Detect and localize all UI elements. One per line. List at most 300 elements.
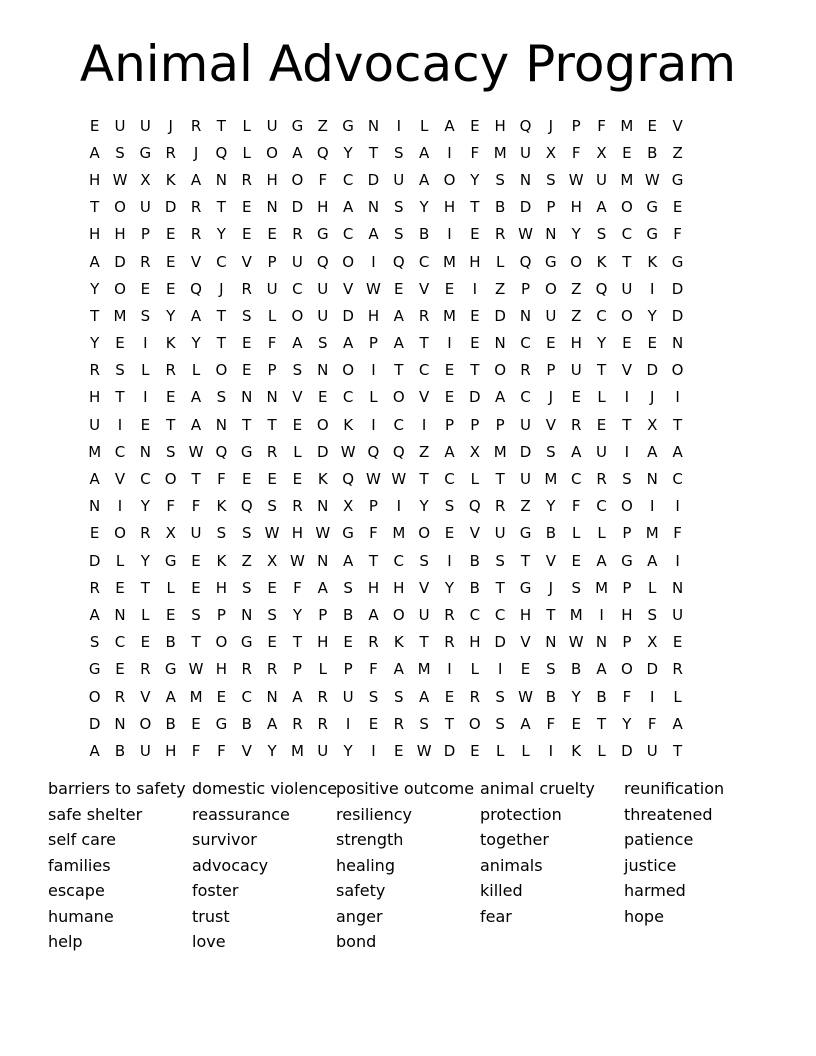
grid-cell: N: [241, 605, 253, 624]
grid-cell: B: [596, 687, 607, 706]
grid-cell: V: [114, 470, 126, 489]
grid-row: [82, 520, 742, 547]
grid-cell: R: [114, 687, 126, 706]
grid-cell: R: [317, 714, 328, 733]
grid-cell: Y: [343, 143, 353, 162]
grid-cell: L: [597, 524, 606, 543]
grid-cell: V: [241, 741, 252, 760]
grid-cell: T: [470, 198, 480, 217]
word-item: positive outcome: [336, 779, 475, 798]
grid-cell: E: [470, 116, 480, 135]
grid-cell: S: [394, 687, 404, 706]
grid-cell: Y: [140, 551, 150, 570]
grid-cell: Q: [392, 252, 405, 271]
grid-cell: R: [444, 605, 455, 624]
word-item: resiliency: [336, 804, 412, 824]
grid-cell: T: [90, 198, 100, 217]
grid-cell: R: [266, 660, 278, 679]
grid-cell: M: [493, 143, 507, 162]
grid-cell: G: [342, 116, 354, 135]
grid-cell: J: [548, 388, 554, 407]
grid-cell: T: [216, 306, 226, 325]
grid-cell: Q: [215, 143, 228, 162]
grid-cell: X: [469, 442, 480, 461]
grid-cell: R: [140, 252, 151, 271]
grid-cell: F: [571, 143, 581, 162]
grid-cell: I: [675, 551, 680, 570]
grid-cell: N: [241, 388, 253, 407]
grid-cell: O: [392, 605, 405, 624]
grid-cell: B: [469, 551, 480, 570]
grid-cell: E: [89, 116, 100, 135]
grid-cell: E: [241, 225, 252, 244]
grid-cell: Q: [519, 116, 532, 135]
grid-cell: U: [266, 279, 278, 298]
grid-cell: C: [596, 306, 607, 325]
grid-cell: A: [89, 741, 100, 760]
grid-cell: E: [267, 578, 277, 597]
grid-cell: R: [266, 442, 278, 461]
grid-cell: S: [394, 225, 404, 244]
grid-cell: Q: [367, 442, 380, 461]
grid-cell: P: [267, 252, 277, 271]
grid-cell: O: [291, 306, 304, 325]
grid-cell: A: [368, 225, 379, 244]
grid-cell: L: [419, 116, 429, 135]
grid-cell: S: [495, 714, 505, 733]
grid-cell: U: [190, 524, 202, 543]
grid-cell: E: [622, 334, 632, 353]
grid-cell: A: [342, 198, 354, 217]
grid-cell: I: [650, 687, 655, 706]
grid-cell: S: [318, 334, 328, 353]
grid-cell: A: [292, 687, 303, 706]
grid-cell: S: [571, 578, 581, 597]
grid-row: [82, 601, 742, 628]
grid-cell: J: [219, 279, 224, 298]
grid-cell: S: [267, 605, 277, 624]
grid-cell: A: [190, 415, 202, 434]
grid-cell: O: [114, 524, 126, 543]
grid-cell: B: [114, 741, 126, 760]
grid-cell: E: [470, 741, 480, 760]
grid-cell: M: [620, 116, 634, 135]
grid-cell: P: [267, 361, 277, 380]
word-column: [480, 776, 624, 955]
grid-cell: D: [342, 306, 354, 325]
grid-cell: G: [519, 524, 532, 543]
grid-cell: E: [292, 470, 303, 489]
grid-cell: N: [545, 633, 557, 652]
grid-cell: D: [671, 279, 684, 298]
grid-cell: P: [622, 578, 632, 597]
grid-cell: V: [190, 252, 202, 271]
grid-cell: N: [367, 198, 380, 217]
grid-cell: B: [469, 578, 480, 597]
grid-cell: D: [646, 660, 659, 679]
grid-cell: N: [671, 334, 684, 353]
grid-cell: T: [444, 714, 455, 733]
word-column: [48, 776, 192, 955]
grid-cell: W: [112, 170, 128, 189]
grid-cell: L: [242, 116, 251, 135]
grid-cell: E: [191, 714, 201, 733]
grid-cell: I: [650, 279, 655, 298]
word-item: harmed: [624, 881, 686, 900]
grid-cell: U: [621, 279, 633, 298]
grid-row: [82, 248, 742, 275]
grid-cell: Z: [317, 116, 328, 135]
grid-cell: L: [166, 578, 175, 597]
grid-cell: E: [596, 415, 607, 434]
grid-cell: W: [518, 225, 533, 244]
grid-cell: M: [620, 170, 634, 189]
grid-cell: S: [216, 524, 227, 543]
grid-cell: D: [291, 198, 304, 217]
grid-cell: F: [546, 714, 556, 733]
grid-cell: D: [114, 252, 126, 271]
grid-cell: G: [88, 660, 101, 679]
grid-cell: N: [671, 578, 684, 597]
grid-cell: U: [114, 116, 126, 135]
grid-cell: V: [342, 279, 354, 298]
grid-cell: V: [672, 116, 683, 135]
grid-cell: G: [519, 578, 532, 597]
grid-cell: A: [444, 116, 455, 135]
grid-cell: T: [292, 633, 302, 652]
grid-cell: D: [316, 442, 329, 461]
grid-cell: Y: [216, 225, 226, 244]
grid-cell: H: [215, 578, 228, 597]
grid-cell: I: [675, 497, 680, 516]
grid-cell: D: [671, 306, 684, 325]
grid-cell: T: [140, 578, 150, 597]
grid-cell: D: [494, 633, 506, 652]
grid-cell: Y: [419, 497, 429, 516]
grid-cell: P: [470, 415, 480, 434]
word-item: justice: [624, 855, 677, 875]
grid-cell: R: [570, 415, 582, 434]
grid-cell: Y: [444, 578, 455, 597]
grid-cell: C: [114, 633, 126, 652]
grid-cell: M: [88, 442, 102, 461]
grid-cell: M: [392, 524, 406, 543]
grid-cell: E: [520, 660, 531, 679]
grid-cell: H: [621, 605, 633, 624]
grid-cell: R: [393, 714, 405, 733]
grid-cell: H: [291, 524, 304, 543]
grid-cell: I: [143, 388, 148, 407]
grid-cell: D: [88, 551, 101, 570]
grid-cell: U: [342, 687, 354, 706]
grid-cell: L: [318, 660, 327, 679]
grid-cell: C: [672, 470, 683, 489]
grid-cell: O: [392, 388, 405, 407]
grid-cell: T: [368, 551, 379, 570]
grid-cell: C: [114, 442, 126, 461]
grid-cell: T: [419, 470, 429, 489]
grid-cell: B: [165, 714, 176, 733]
grid-cell: N: [317, 361, 329, 380]
grid-row: [82, 221, 742, 248]
grid-cell: Y: [419, 198, 429, 217]
word-item: together: [480, 830, 549, 849]
grid-cell: W: [644, 170, 660, 189]
word-item: protection: [480, 804, 562, 824]
grid-cell: R: [140, 524, 151, 543]
grid-cell: E: [571, 714, 581, 733]
grid-cell: T: [672, 415, 683, 434]
grid-cell: M: [443, 252, 456, 271]
grid-cell: T: [191, 470, 201, 489]
grid-cell: W: [568, 170, 584, 189]
grid-cell: D: [494, 306, 506, 325]
grid-cell: L: [369, 388, 378, 407]
grid-cell: G: [646, 225, 659, 244]
grid-cell: O: [215, 633, 228, 652]
grid-cell: U: [520, 143, 531, 162]
grid-cell: E: [394, 279, 404, 298]
grid-cell: D: [621, 741, 633, 760]
grid-cell: P: [292, 660, 302, 679]
grid-cell: B: [545, 687, 556, 706]
grid-cell: K: [165, 170, 176, 189]
grid-cell: E: [115, 334, 125, 353]
grid-cell: I: [396, 497, 402, 516]
grid-cell: L: [495, 741, 505, 760]
grid-cell: B: [647, 143, 658, 162]
grid-cell: A: [444, 442, 455, 461]
grid-cell: Y: [571, 687, 581, 706]
grid-row: [82, 465, 742, 492]
grid-cell: T: [216, 198, 226, 217]
grid-cell: G: [164, 551, 177, 570]
grid-cell: G: [240, 633, 253, 652]
word-item: love: [192, 932, 226, 951]
grid-cell: A: [596, 551, 607, 570]
grid-cell: A: [647, 551, 658, 570]
grid-cell: E: [647, 116, 657, 135]
grid-cell: H: [367, 578, 380, 597]
grid-cell: O: [316, 415, 329, 434]
grid-cell: T: [495, 470, 505, 489]
word-item: humane: [48, 906, 114, 926]
grid-cell: T: [191, 633, 201, 652]
grid-cell: L: [521, 741, 530, 760]
grid-cell: E: [115, 578, 125, 597]
grid-cell: S: [495, 170, 505, 189]
grid-cell: Z: [571, 306, 582, 325]
grid-cell: N: [595, 633, 608, 652]
grid-cell: D: [519, 198, 532, 217]
grid-cell: R: [368, 633, 379, 652]
grid-cell: H: [469, 252, 481, 271]
word-item: animals: [480, 855, 543, 875]
grid-cell: N: [114, 605, 126, 624]
word-item: escape: [48, 881, 105, 900]
grid-cell: C: [393, 415, 405, 434]
grid-cell: E: [470, 306, 480, 325]
grid-cell: E: [444, 687, 455, 706]
grid-cell: K: [216, 497, 227, 516]
grid-cell: K: [596, 252, 607, 271]
grid-cell: H: [494, 116, 506, 135]
grid-cell: S: [115, 143, 125, 162]
grid-cell: Y: [90, 279, 100, 298]
grid-row: [82, 547, 742, 574]
grid-cell: C: [494, 605, 506, 624]
word-item: domestic violence: [192, 779, 338, 798]
grid-cell: W: [366, 470, 381, 489]
grid-cell: A: [89, 252, 100, 271]
grid-cell: A: [165, 687, 176, 706]
grid-cell: L: [242, 143, 251, 162]
grid-cell: R: [672, 660, 683, 679]
grid-row: [82, 710, 742, 737]
grid-cell: A: [393, 306, 404, 325]
grid-cell: E: [216, 687, 227, 706]
grid-cell: T: [622, 252, 632, 271]
grid-cell: U: [520, 470, 531, 489]
grid-cell: R: [241, 660, 252, 679]
grid-cell: E: [470, 225, 480, 244]
grid-cell: A: [190, 170, 202, 189]
grid-cell: V: [419, 279, 430, 298]
grid-cell: F: [369, 524, 378, 543]
grid-cell: I: [447, 551, 452, 570]
grid-cell: H: [570, 198, 582, 217]
grid-cell: J: [548, 578, 554, 597]
grid-cell: S: [444, 497, 455, 516]
grid-row: [82, 330, 742, 357]
word-item: help: [48, 932, 83, 951]
grid-cell: K: [393, 633, 404, 652]
grid-cell: E: [571, 388, 581, 407]
grid-cell: N: [545, 225, 557, 244]
grid-cell: S: [292, 361, 303, 380]
grid-cell: H: [469, 633, 481, 652]
grid-cell: D: [519, 442, 532, 461]
grid-cell: T: [242, 415, 252, 434]
grid-cell: F: [647, 714, 657, 733]
word-item: anger: [336, 906, 383, 926]
grid-cell: C: [342, 388, 354, 407]
grid-cell: M: [189, 687, 203, 706]
grid-cell: E: [165, 388, 176, 407]
grid-cell: F: [217, 741, 226, 760]
grid-cell: N: [317, 497, 329, 516]
word-item: trust: [192, 906, 230, 926]
grid-cell: N: [266, 198, 278, 217]
grid-cell: S: [622, 470, 632, 489]
grid-cell: L: [267, 306, 277, 325]
grid-cell: R: [190, 116, 202, 135]
grid-cell: A: [596, 660, 607, 679]
grid-cell: S: [267, 497, 277, 516]
grid-cell: E: [368, 714, 379, 733]
grid-cell: I: [143, 334, 148, 353]
word-column: [192, 776, 336, 955]
grid-cell: E: [140, 415, 151, 434]
grid-cell: Y: [267, 741, 277, 760]
grid-cell: X: [165, 524, 176, 543]
grid-cell: P: [140, 225, 150, 244]
grid-cell: K: [165, 334, 176, 353]
grid-cell: T: [267, 415, 277, 434]
word-item: strength: [336, 830, 404, 849]
grid-cell: H: [215, 660, 228, 679]
grid-cell: E: [267, 470, 277, 489]
grid-cell: D: [88, 714, 101, 733]
grid-cell: P: [571, 116, 581, 135]
grid-cell: O: [620, 306, 633, 325]
grid-cell: N: [494, 334, 506, 353]
grid-cell: N: [114, 714, 126, 733]
grid-cell: E: [647, 334, 657, 353]
grid-cell: O: [570, 252, 583, 271]
grid-cell: I: [117, 415, 123, 434]
grid-row: [82, 411, 742, 438]
grid-cell: B: [545, 524, 556, 543]
grid-cell: V: [419, 388, 430, 407]
grid-cell: V: [469, 524, 480, 543]
grid-cell: A: [571, 442, 582, 461]
grid-cell: F: [597, 116, 606, 135]
grid-cell: P: [622, 633, 632, 652]
grid-cell: H: [443, 198, 456, 217]
grid-cell: S: [394, 143, 404, 162]
word-item: reassurance: [192, 804, 290, 824]
grid-cell: S: [419, 714, 429, 733]
grid-cell: A: [89, 470, 100, 489]
word-item: advocacy: [192, 855, 269, 875]
grid-row: [82, 384, 742, 411]
grid-cell: R: [190, 225, 202, 244]
grid-cell: P: [216, 605, 226, 624]
grid-cell: R: [494, 497, 506, 516]
grid-cell: U: [520, 415, 531, 434]
grid-cell: I: [472, 279, 478, 298]
grid-cell: A: [368, 605, 379, 624]
grid-cell: I: [447, 334, 452, 353]
grid-cell: R: [292, 225, 303, 244]
grid-cell: I: [650, 497, 655, 516]
grid-cell: I: [371, 415, 376, 434]
grid-cell: A: [292, 143, 303, 162]
grid-cell: A: [495, 388, 506, 407]
grid-cell: Z: [672, 143, 683, 162]
grid-cell: Z: [495, 279, 506, 298]
grid-cell: T: [622, 415, 632, 434]
grid-cell: R: [241, 170, 252, 189]
grid-cell: W: [366, 279, 381, 298]
grid-cell: Q: [595, 279, 608, 298]
grid-cell: R: [89, 361, 100, 380]
grid-cell: O: [88, 687, 101, 706]
grid-cell: I: [345, 714, 351, 733]
grid-cell: V: [241, 252, 252, 271]
grid-cell: N: [367, 116, 380, 135]
grid-cell: U: [596, 442, 608, 461]
grid-cell: Q: [240, 497, 253, 516]
grid-cell: T: [115, 388, 125, 407]
grid-cell: A: [292, 334, 303, 353]
grid-cell: F: [166, 497, 176, 516]
grid-cell: M: [417, 660, 431, 679]
grid-cell: M: [645, 524, 659, 543]
grid-cell: L: [470, 660, 479, 679]
grid-cell: Q: [468, 497, 481, 516]
